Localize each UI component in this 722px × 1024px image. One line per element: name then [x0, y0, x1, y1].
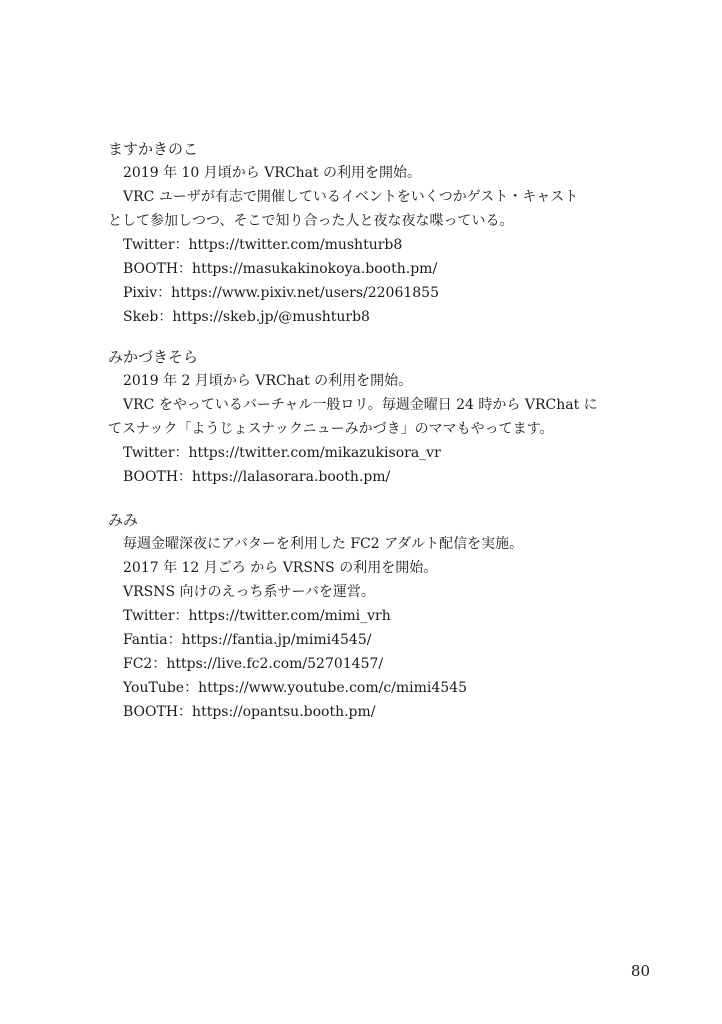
profile-heading: みかづきそら — [108, 348, 199, 366]
bio-text: VRC をやっているバーチャル一般ロリ。毎週金曜日 24 時から VRChat に — [123, 397, 598, 413]
profile-section-mimi — [108, 508, 653, 724]
twitter-link[interactable]: Twitter：https://twitter.com/mushturb8 — [123, 237, 403, 253]
page-number: 80 — [630, 962, 650, 980]
bio-text: として参加しつつ、そこで知り合った人と夜な夜な喋っている。 — [108, 213, 514, 229]
profile-section-masukakinoko — [108, 137, 653, 329]
booth-link[interactable]: BOOTH：https://lalasorara.booth.pm/ — [123, 469, 391, 485]
youtube-link[interactable]: YouTube：https://www.youtube.com/c/mimi4545 — [123, 680, 468, 696]
booth-link[interactable]: BOOTH：https://opantsu.booth.pm/ — [123, 704, 376, 720]
skeb-link[interactable]: Skeb：https://skeb.jp/@mushturb8 — [123, 309, 370, 325]
fantia-link[interactable]: Fantia：https://fantia.jp/mimi4545/ — [123, 632, 372, 648]
bio-text: てスナック「ようじょスナックニューみかづき」のママもやってます。 — [108, 421, 554, 437]
bio-text: 2017 年 12 月ごろ から VRSNS の利用を開始。 — [123, 560, 438, 576]
bio-text: 2019 年 10 月頃から VRChat の利用を開始。 — [123, 165, 422, 181]
profile-section-mikazukisora — [108, 345, 653, 489]
fc2-link[interactable]: FC2：https://live.fc2.com/52701457/ — [123, 656, 384, 672]
bio-text: 2019 年 2 月頃から VRChat の利用を開始。 — [123, 373, 413, 389]
bio-text: 毎週金曜深夜にアバターを利用した FC2 アダルト配信を実施。 — [123, 536, 524, 552]
twitter-link[interactable]: Twitter：https://twitter.com/mikazukisora_vr — [123, 445, 441, 461]
profile-heading: ますかきのこ — [108, 140, 199, 158]
bio-text: VRSNS 向けのえっち系サーバを運営。 — [123, 584, 375, 600]
pixiv-link[interactable]: Pixiv：https://www.pixiv.net/users/22061855 — [123, 285, 439, 301]
twitter-link[interactable]: Twitter：https://twitter.com/mimi_vrh — [123, 608, 391, 624]
profile-heading: みみ — [108, 511, 139, 529]
booth-link[interactable]: BOOTH：https://masukakinokoya.booth.pm/ — [123, 261, 438, 277]
bio-text: VRC ユーザが有志で開催しているイベントをいくつかゲスト・キャスト — [123, 189, 579, 205]
